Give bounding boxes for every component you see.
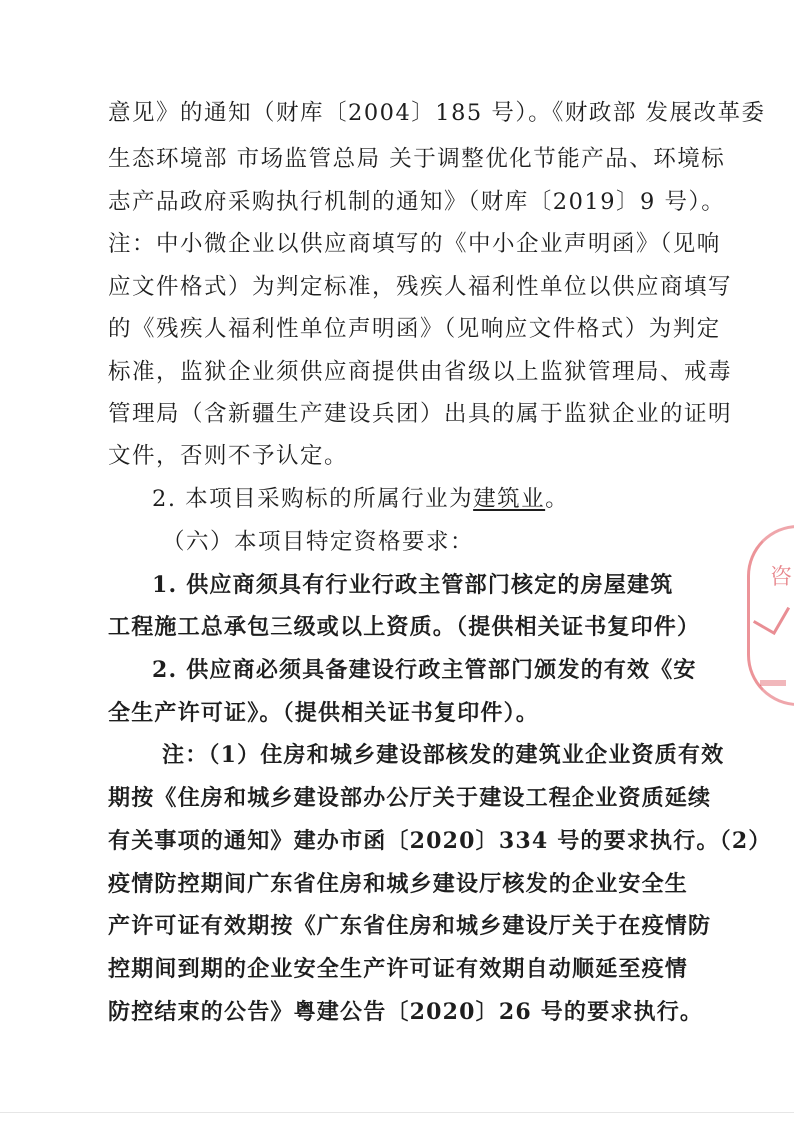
requirement-2-line1: 2. 供应商必须具备建设行政主管部门颁发的有效《安 [152,657,697,683]
note-bold-line: 产许可证有效期按《广东省住房和城乡建设厅关于在疫情防 [108,913,712,939]
note-bold-line: 防控结束的公告》粤建公告〔2020〕26 号的要求执行。 [108,999,704,1025]
requirement-2-line2: 全生产许可证》。（提供相关证书复印件）。 [108,700,540,726]
paragraph-line: 意见》的通知（财库〔2004〕185 号）。《财政部 发展改革委 [108,100,766,126]
industry-suffix: 。 [545,486,570,512]
note-line: 的《残疾人福利性单位声明函》（见响应文件格式）为判定 [108,316,721,342]
note-bold-line: 期按《住房和城乡建设部办公厅关于建设工程企业资质延续 [108,785,712,811]
note-line: 标准，监狱企业须供应商提供由省级以上监狱管理局、戒毒 [108,359,733,385]
note-line: 文件，否则不予认定。 [108,443,349,469]
note-line: 应文件格式）为判定标准，残疾人福利性单位以供应商填写 [108,274,733,300]
stamp-seal-mark [760,680,786,686]
note-bold-line: 控期间到期的企业安全生产许可证有效期自动顺延至疫情 [108,956,689,982]
stamp-seal-character: 咨 [769,565,792,590]
note-bold-line: 注：（1）住房和城乡建设部核发的建筑业企业资质有效 [162,742,725,768]
page-bottom-edge [0,1112,794,1113]
paragraph-line: 生态环境部 市场监管总局 关于调整优化节能产品、环境标 [108,146,726,172]
note-bold-line: 疫情防控期间广东省住房和城乡建设厅核发的企业安全生 [108,871,689,897]
paragraph-line: 志产品政府采购执行机制的通知》（财库〔2019〕9 号）。 [108,189,726,215]
requirement-1-line1: 1. 供应商须具有行业行政主管部门核定的房屋建筑 [152,572,674,598]
industry-prefix: 2. 本项目采购标的所属行业为 [152,486,474,512]
section-title: （六）本项目特定资格要求： [162,529,475,555]
industry-line [152,484,569,514]
note-line: 管理局（含新疆生产建设兵团）出具的属于监狱企业的证明 [108,401,733,427]
note-line: 注：中小微企业以供应商填写的《中小企业声明函》（见响 [108,231,721,257]
industry-value: 建筑业 [473,486,546,512]
note-bold-line: 有关事项的通知》建办市函〔2020〕334 号的要求执行。（2） [108,828,772,854]
requirement-1-line2: 工程施工总承包三级或以上资质。（提供相关证书复印件） [108,614,701,640]
